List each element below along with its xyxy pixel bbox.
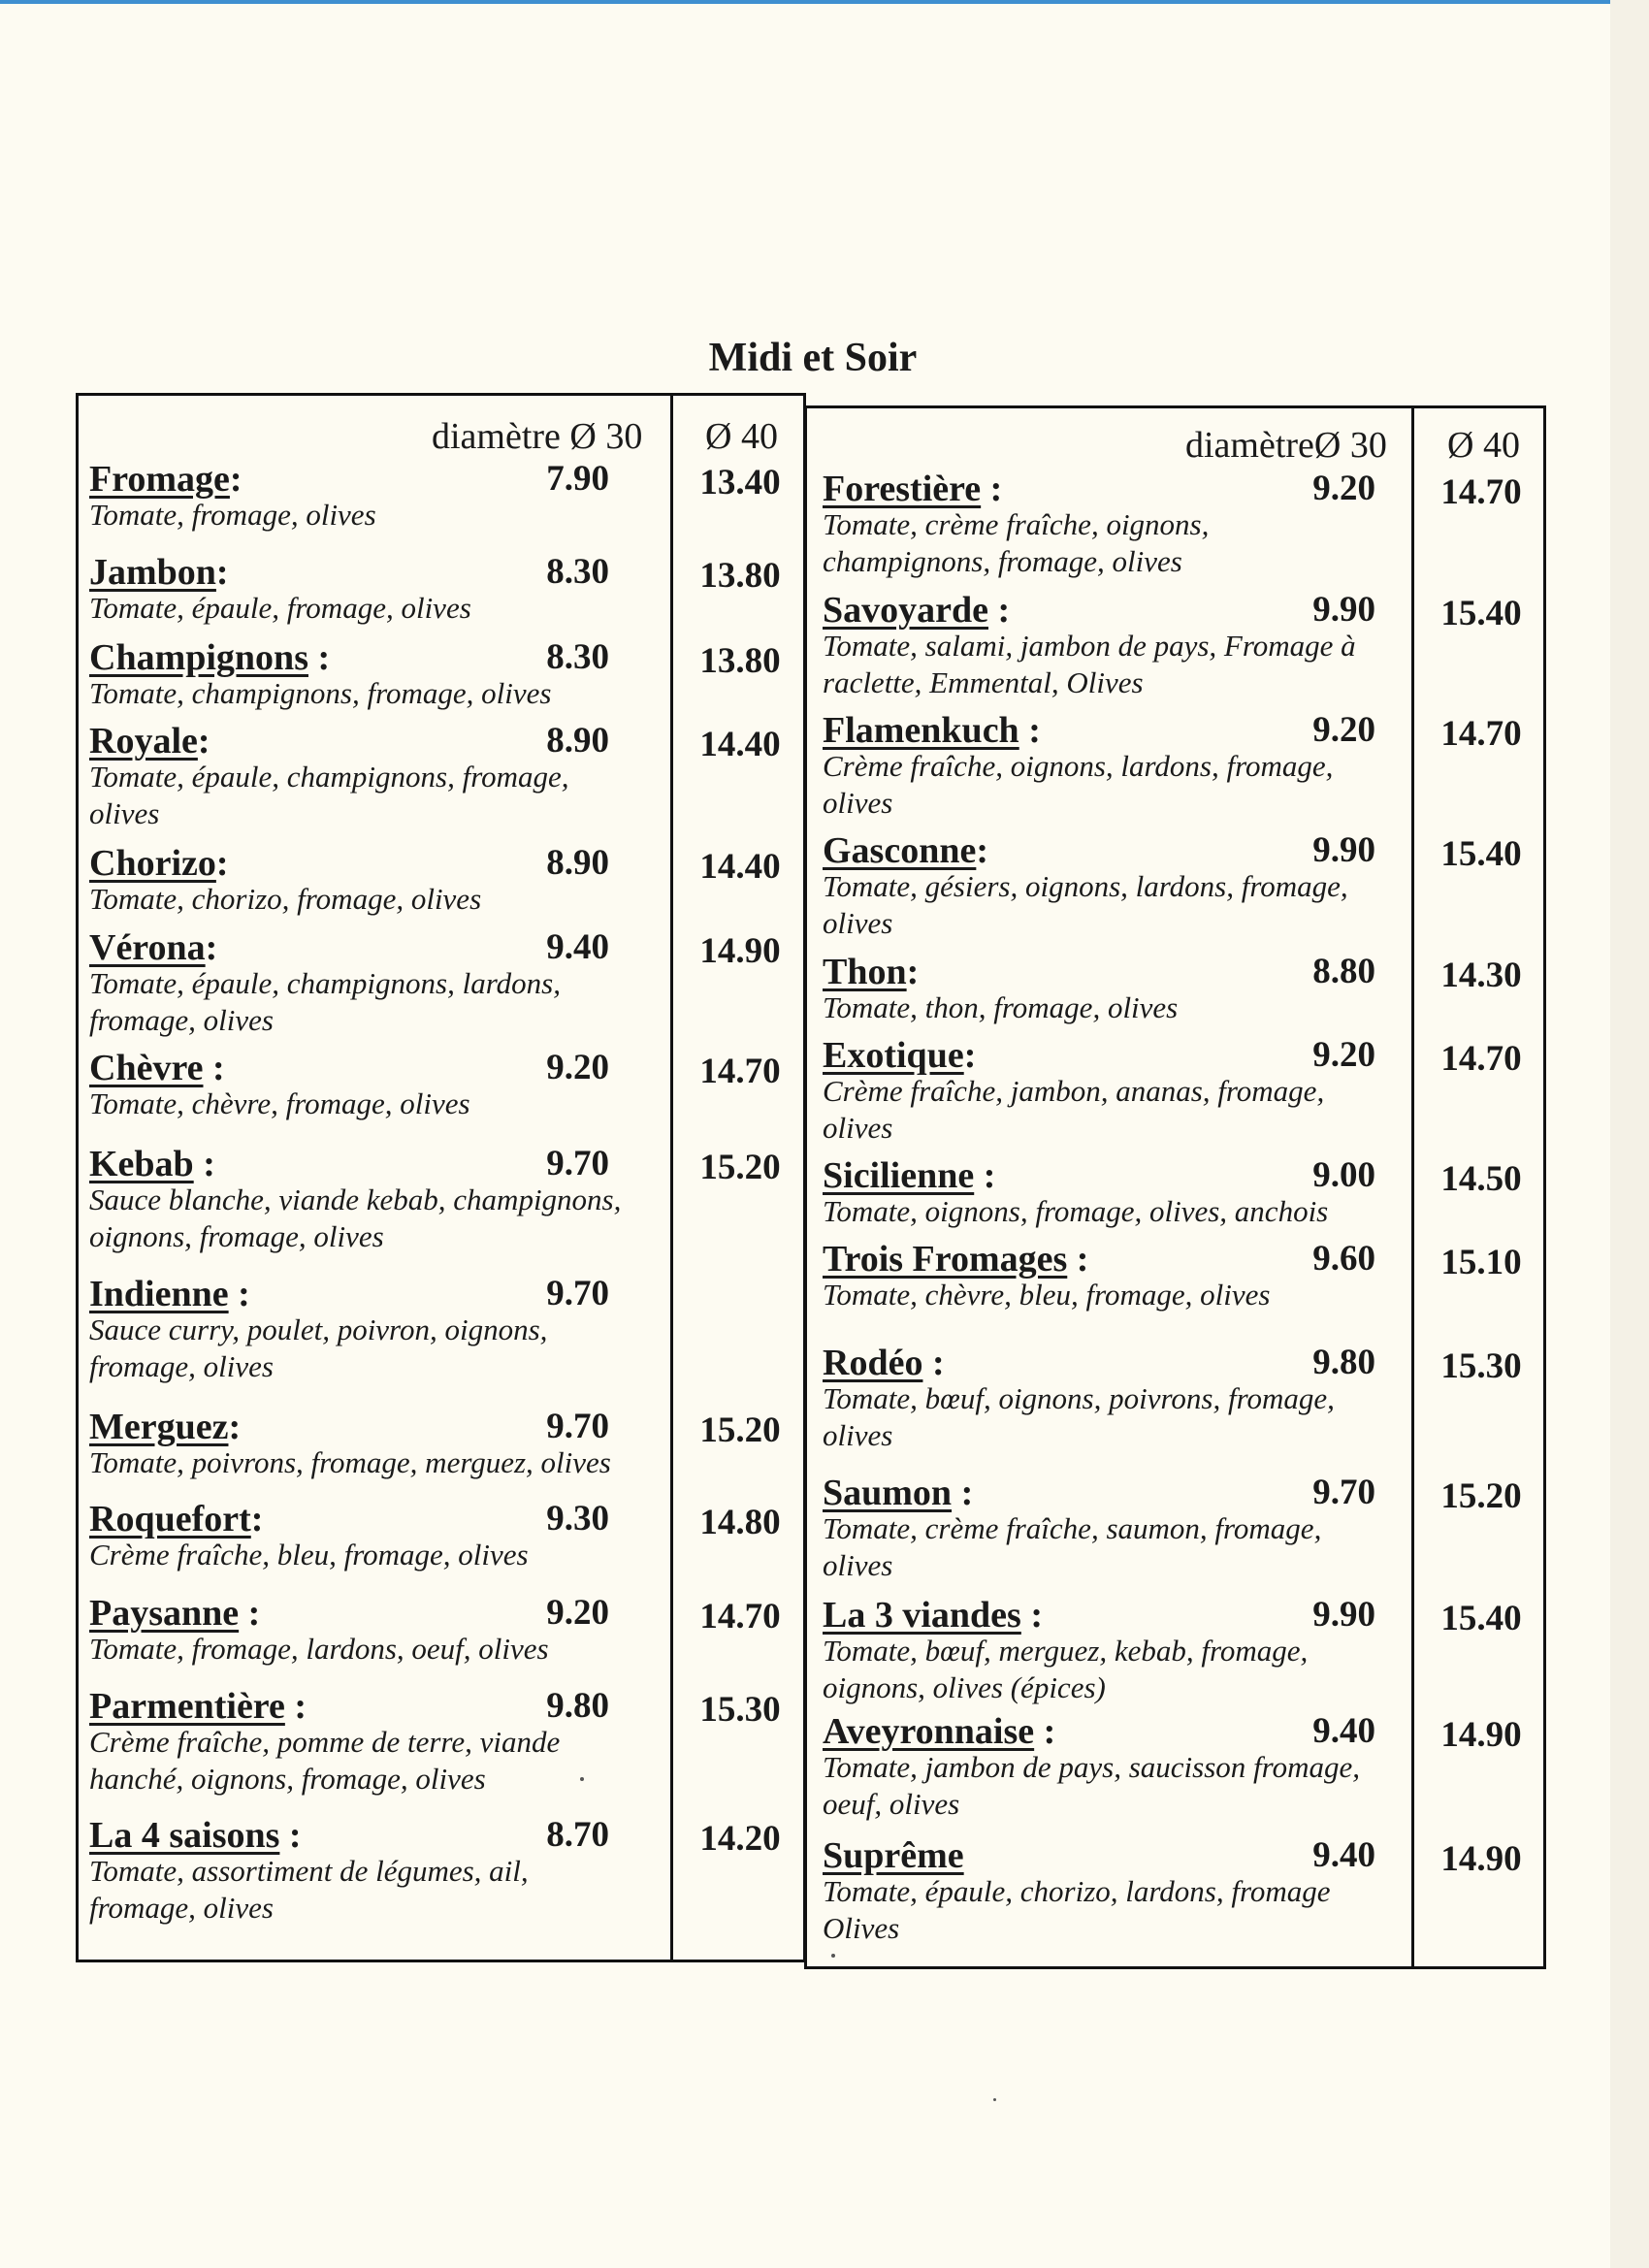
price-size30: 9.90 <box>1312 590 1375 630</box>
pizza-name <box>823 589 1010 632</box>
pizza-ingredients: Tomate, assortiment de légumes, ail, <box>89 1854 529 1888</box>
left-header-size40: Ø 40 <box>705 416 778 457</box>
pizza-ingredients: Tomate, fromage, olives <box>89 498 376 532</box>
pizza-ingredients: Tomate, crème fraîche, saumon, fromage, <box>823 1511 1322 1545</box>
price-size30: 9.70 <box>546 1407 609 1446</box>
pizza-name <box>823 1154 995 1197</box>
scan-top-edge <box>0 0 1649 4</box>
pizza-ingredients: Tomate, salami, jambon de pays, Fromage à <box>823 629 1356 663</box>
pizza-name-separator: : <box>215 552 229 593</box>
pizza-name <box>89 1143 215 1185</box>
pizza-name-text: Trois Fromages <box>823 1239 1068 1280</box>
price-size40: 14.70 <box>699 1597 781 1636</box>
pizza-ingredients: Tomate, gésiers, oignons, lardons, fromage, <box>823 869 1348 903</box>
pizza-name-text: Jambon <box>89 552 216 593</box>
price-size40: 14.70 <box>1440 1039 1522 1079</box>
price-size40: 14.80 <box>699 1503 781 1542</box>
pizza-name-text: Thon <box>823 952 907 992</box>
price-size30: 9.20 <box>546 1593 609 1633</box>
pizza-name-separator: : <box>974 1155 996 1196</box>
pizza-name-text: Forestière <box>823 469 982 509</box>
pizza-name-separator: : <box>1034 1711 1056 1752</box>
scan-speck <box>580 1777 584 1781</box>
price-size40: 15.40 <box>1440 1599 1522 1638</box>
pizza-name-text: Savoyarde <box>823 590 988 631</box>
pizza-name-text: Kebab <box>89 1144 194 1184</box>
pizza-name-text: Sicilienne <box>823 1155 975 1196</box>
pizza-name <box>823 709 1041 752</box>
price-size40: 15.20 <box>1440 1476 1522 1516</box>
price-size40: 14.90 <box>699 931 781 971</box>
scan-speck <box>993 2098 996 2101</box>
pizza-name-separator: : <box>1020 1595 1043 1636</box>
price-size30: 8.90 <box>546 843 609 883</box>
pizza-name-text: La 4 saisons <box>89 1815 280 1856</box>
pizza-name <box>89 720 210 762</box>
price-size30: 9.70 <box>1312 1473 1375 1512</box>
pizza-name-text: Roquefort <box>89 1499 251 1539</box>
price-size30: 9.20 <box>546 1048 609 1087</box>
price-size40: 14.50 <box>1440 1159 1522 1199</box>
pizza-name-separator: : <box>193 1144 215 1184</box>
pizza-name-separator: : <box>981 469 1003 509</box>
pizza-ingredients: fromage, olives <box>89 1349 274 1383</box>
pizza-ingredients: olives <box>823 1548 893 1582</box>
pizza-ingredients: Olives <box>823 1911 900 1945</box>
pizza-ingredients: Tomate, thon, fromage, olives <box>823 990 1179 1024</box>
pizza-ingredients: champignons, fromage, olives <box>823 544 1182 578</box>
pizza-ingredients: Tomate, poivrons, fromage, merguez, olives <box>89 1445 611 1479</box>
price-size30: 8.80 <box>1312 952 1375 991</box>
price-size30: 7.90 <box>546 459 609 499</box>
pizza-ingredients: Tomate, épaule, fromage, olives <box>89 591 471 625</box>
pizza-ingredients: Tomate, champignons, fromage, olives <box>89 676 552 710</box>
pizza-name <box>89 1685 307 1728</box>
pizza-name-text: Vérona <box>89 927 206 968</box>
pizza-ingredients: Tomate, jambon de pays, saucisson fromage, <box>823 1750 1360 1784</box>
pizza-name-separator: : <box>963 1035 977 1076</box>
pizza-name-separator: : <box>229 459 242 500</box>
pizza-name-separator: : <box>952 1473 974 1513</box>
price-size40: 13.80 <box>699 641 781 681</box>
right-header-size40: Ø 40 <box>1447 425 1520 466</box>
pizza-name <box>89 1047 225 1089</box>
price-size40: 13.80 <box>699 556 781 596</box>
pizza-ingredients: oignons, olives (épices) <box>823 1670 1106 1704</box>
pizza-name-separator: : <box>922 1343 945 1383</box>
pizza-name <box>823 1342 945 1384</box>
right-header-size30: diamètreØ 30 <box>1185 425 1387 466</box>
price-size30: 9.80 <box>1312 1343 1375 1382</box>
pizza-name-separator: : <box>1067 1239 1089 1280</box>
pizza-name <box>89 842 229 885</box>
pizza-name <box>89 636 330 679</box>
pizza-name-text: Gasconne <box>823 830 977 871</box>
price-size40: 15.40 <box>1440 594 1522 633</box>
pizza-ingredients: Tomate, chorizo, fromage, olives <box>89 882 482 916</box>
pizza-name-text: Chorizo <box>89 843 216 884</box>
pizza-ingredients: Tomate, épaule, champignons, lardons, <box>89 966 561 1000</box>
price-size30: 9.20 <box>1312 710 1375 750</box>
pizza-name-text: Royale <box>89 721 198 761</box>
price-size30: 8.30 <box>546 552 609 592</box>
pizza-ingredients: Tomate, chèvre, fromage, olives <box>89 1086 470 1120</box>
price-size40: 15.20 <box>699 1148 781 1187</box>
price-size30: 8.30 <box>546 637 609 677</box>
pizza-name-separator: : <box>203 1048 225 1088</box>
price-size40: 14.30 <box>1440 956 1522 995</box>
price-size40: 15.10 <box>1440 1243 1522 1282</box>
price-size40: 14.40 <box>699 725 781 764</box>
price-size30: 9.70 <box>546 1274 609 1313</box>
pizza-name-text: Saumon <box>823 1473 953 1513</box>
price-size30: 9.00 <box>1312 1155 1375 1195</box>
pizza-ingredients: Crème fraîche, oignons, lardons, fromage, <box>823 749 1334 783</box>
pizza-ingredients: Tomate, oignons, fromage, olives, anchois <box>823 1194 1329 1228</box>
price-size30: 9.20 <box>1312 1035 1375 1075</box>
pizza-ingredients: oeuf, olives <box>823 1787 960 1821</box>
left-header-size30: diamètre Ø 30 <box>432 416 643 457</box>
price-size30: 9.40 <box>1312 1711 1375 1751</box>
price-size30: 8.70 <box>546 1815 609 1855</box>
pizza-name-text: Rodéo <box>823 1343 923 1383</box>
pizza-name-text: Merguez <box>89 1407 229 1447</box>
pizza-ingredients: Tomate, chèvre, bleu, fromage, olives <box>823 1278 1271 1312</box>
pizza-name <box>89 1406 241 1448</box>
pizza-name-text: La 3 viandes <box>823 1595 1021 1636</box>
pizza-name <box>823 1472 973 1514</box>
price-size40: 14.70 <box>699 1052 781 1091</box>
pizza-name-text: Exotique <box>823 1035 964 1076</box>
pizza-name-separator: : <box>988 590 1011 631</box>
pizza-ingredients: fromage, olives <box>89 1891 274 1925</box>
price-size40: 15.40 <box>1440 834 1522 874</box>
pizza-name <box>823 1034 976 1077</box>
price-size40: 14.20 <box>699 1819 781 1859</box>
pizza-ingredients: hanché, oignons, fromage, olives <box>89 1762 486 1796</box>
pizza-ingredients: olives <box>823 1418 893 1452</box>
pizza-name <box>89 1498 263 1540</box>
price-size40: 14.70 <box>1440 714 1522 754</box>
pizza-ingredients: raclette, Emmental, Olives <box>823 665 1144 699</box>
scan-speck <box>831 1954 835 1958</box>
pizza-name-text: Paysanne <box>89 1593 240 1634</box>
pizza-ingredients: olives <box>823 906 893 940</box>
page-title: Midi et Soir <box>708 336 918 380</box>
price-size30: 9.40 <box>546 927 609 967</box>
price-size30: 9.40 <box>1312 1835 1375 1875</box>
pizza-name <box>89 1592 260 1635</box>
pizza-ingredients: Tomate, épaule, chorizo, lardons, fromage <box>823 1874 1331 1908</box>
pizza-name-text: Suprême <box>823 1835 964 1876</box>
pizza-name-separator: : <box>228 1274 250 1314</box>
pizza-ingredients: Tomate, bœuf, oignons, poivrons, fromage, <box>823 1381 1335 1415</box>
price-size30: 9.70 <box>546 1144 609 1183</box>
pizza-ingredients: Sauce blanche, viande kebab, champignons, <box>89 1183 622 1216</box>
pizza-name <box>823 468 1002 510</box>
pizza-name-separator: : <box>906 952 920 992</box>
pizza-name <box>89 551 229 594</box>
pizza-name-text: Champignons <box>89 637 308 678</box>
pizza-ingredients: olives <box>89 796 160 830</box>
price-size30: 9.20 <box>1312 469 1375 508</box>
pizza-name-separator: : <box>205 927 218 968</box>
price-size30: 9.90 <box>1312 1595 1375 1635</box>
pizza-name-text: Flamenkuch <box>823 710 1019 751</box>
pizza-ingredients: oignons, fromage, olives <box>89 1219 384 1253</box>
price-size40: 13.40 <box>699 463 781 502</box>
pizza-name-text: Aveyronnaise <box>823 1711 1035 1752</box>
pizza-name-separator: : <box>1018 710 1041 751</box>
pizza-ingredients: Crème fraîche, jambon, ananas, fromage, <box>823 1074 1325 1108</box>
price-size40: 14.90 <box>1440 1839 1522 1879</box>
price-size30: 8.90 <box>546 721 609 761</box>
pizza-name-separator: : <box>284 1686 307 1727</box>
pizza-ingredients: Sauce curry, poulet, poivron, oignons, <box>89 1312 548 1346</box>
pizza-name-separator: : <box>307 637 331 678</box>
pizza-ingredients: Tomate, bœuf, merguez, kebab, fromage, <box>823 1634 1309 1668</box>
pizza-ingredients: Tomate, crème fraîche, oignons, <box>823 507 1210 541</box>
pizza-name-separator: : <box>197 721 210 761</box>
pizza-name <box>89 1273 250 1315</box>
pizza-name-separator: : <box>250 1499 264 1539</box>
price-size30: 9.80 <box>546 1686 609 1726</box>
price-size40: 14.70 <box>1440 472 1522 512</box>
pizza-name <box>823 829 988 872</box>
pizza-name <box>823 1710 1055 1753</box>
pizza-ingredients: Tomate, épaule, champignons, fromage, <box>89 760 569 794</box>
pizza-name-text: Indienne <box>89 1274 229 1314</box>
pizza-name-separator: : <box>279 1815 302 1856</box>
pizza-ingredients: fromage, olives <box>89 1003 274 1037</box>
price-size30: 9.90 <box>1312 830 1375 870</box>
pizza-ingredients: olives <box>823 786 893 820</box>
pizza-name <box>823 1594 1043 1636</box>
pizza-name <box>823 1238 1088 1280</box>
pizza-name <box>89 1814 302 1857</box>
pizza-ingredients: olives <box>823 1111 893 1145</box>
pizza-name-separator: : <box>976 830 989 871</box>
price-size30: 9.30 <box>546 1499 609 1539</box>
price-size40: 15.20 <box>699 1410 781 1450</box>
pizza-ingredients: Crème fraîche, pomme de terre, viande <box>89 1725 561 1759</box>
pizza-name-text: Fromage <box>89 459 230 500</box>
price-size40: 15.30 <box>699 1690 781 1730</box>
pizza-name <box>823 1834 964 1877</box>
pizza-ingredients: Crème fraîche, bleu, fromage, olives <box>89 1538 529 1571</box>
pizza-name <box>89 926 217 969</box>
pizza-name-text: Parmentière <box>89 1686 285 1727</box>
pizza-name <box>89 458 242 501</box>
pizza-name-separator: : <box>215 843 229 884</box>
price-size30: 9.60 <box>1312 1239 1375 1279</box>
price-size40: 14.40 <box>699 847 781 887</box>
price-size40: 15.30 <box>1440 1346 1522 1386</box>
pizza-name-separator: : <box>228 1407 242 1447</box>
price-size40: 14.90 <box>1440 1715 1522 1755</box>
pizza-name-text: Chèvre <box>89 1048 204 1088</box>
pizza-name-separator: : <box>239 1593 261 1634</box>
pizza-name <box>823 951 919 993</box>
pizza-ingredients: Tomate, fromage, lardons, oeuf, olives <box>89 1632 549 1666</box>
